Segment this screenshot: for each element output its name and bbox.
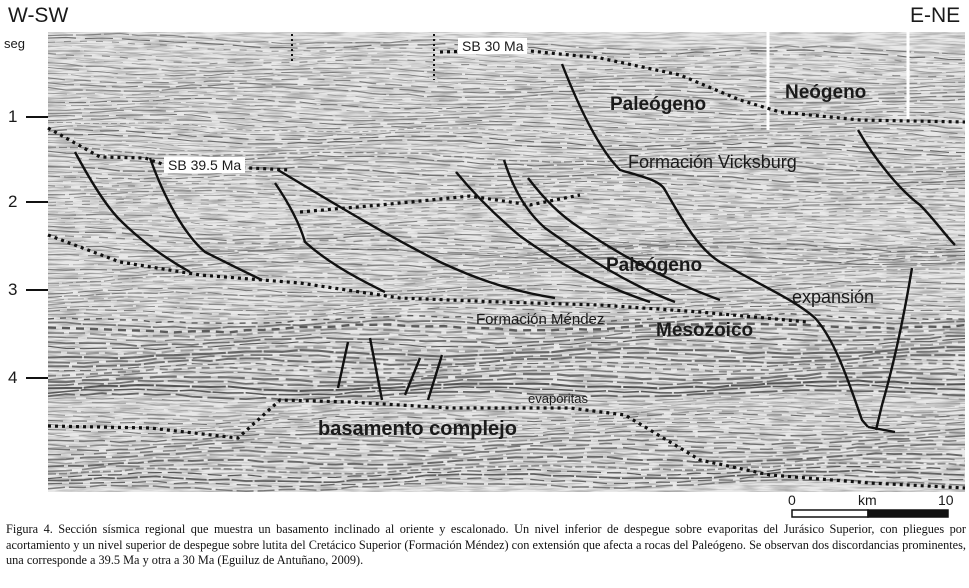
scale-start-label: 0 (788, 492, 796, 508)
scale-unit-label: km (858, 492, 877, 508)
paleogeno-lower-label: Paleógeno (606, 255, 703, 276)
direction-east-label: E-NE (910, 4, 961, 27)
time-tick-3: 3 (8, 280, 18, 299)
vicksburg-label: Formación Vicksburg (628, 152, 797, 172)
neogeno-label: Neógeno (785, 82, 867, 103)
paleogeno-upper-label: Paleógeno (610, 94, 707, 115)
time-tick-1: 1 (8, 107, 18, 126)
scale-end-label: 10 (938, 492, 954, 508)
time-tick-4: 4 (8, 368, 18, 387)
sb30-label: SB 30 Ma (458, 38, 527, 54)
evaporitas-label: evaporitas (528, 391, 588, 406)
basamento-label: basamento complejo (318, 418, 517, 440)
mendez-label: Formación Méndez (476, 311, 605, 328)
time-axis-unit: seg (4, 36, 25, 51)
scale-bar (792, 510, 948, 517)
mesozoico-label: Mesozoico (656, 320, 754, 341)
direction-west-label: W-SW (8, 4, 69, 27)
time-axis-ticks (26, 117, 48, 378)
sb395-label: SB 39.5 Ma (164, 157, 245, 173)
time-tick-2: 2 (8, 192, 18, 211)
figure-caption: Figura 4. Sección sísmica regional que muestra un basamento inclinado al oriente y escalonado. Un nivel inferior de despegue sobre evaporitas del Jurásico Superior, con pliegues por acortamiento y un nivel superior de despegue sobre lutita del Cretácico Superior (Formación Méndez) con extensión que afecta a rocas del Paleógeno. Se observan dos discordancias prominentes, una corresponde a 39.5 Ma y otra a 30 Ma (Eguiluz de Antuñano, 2009). (6, 522, 966, 568)
expansion-label: expansión (792, 287, 875, 307)
